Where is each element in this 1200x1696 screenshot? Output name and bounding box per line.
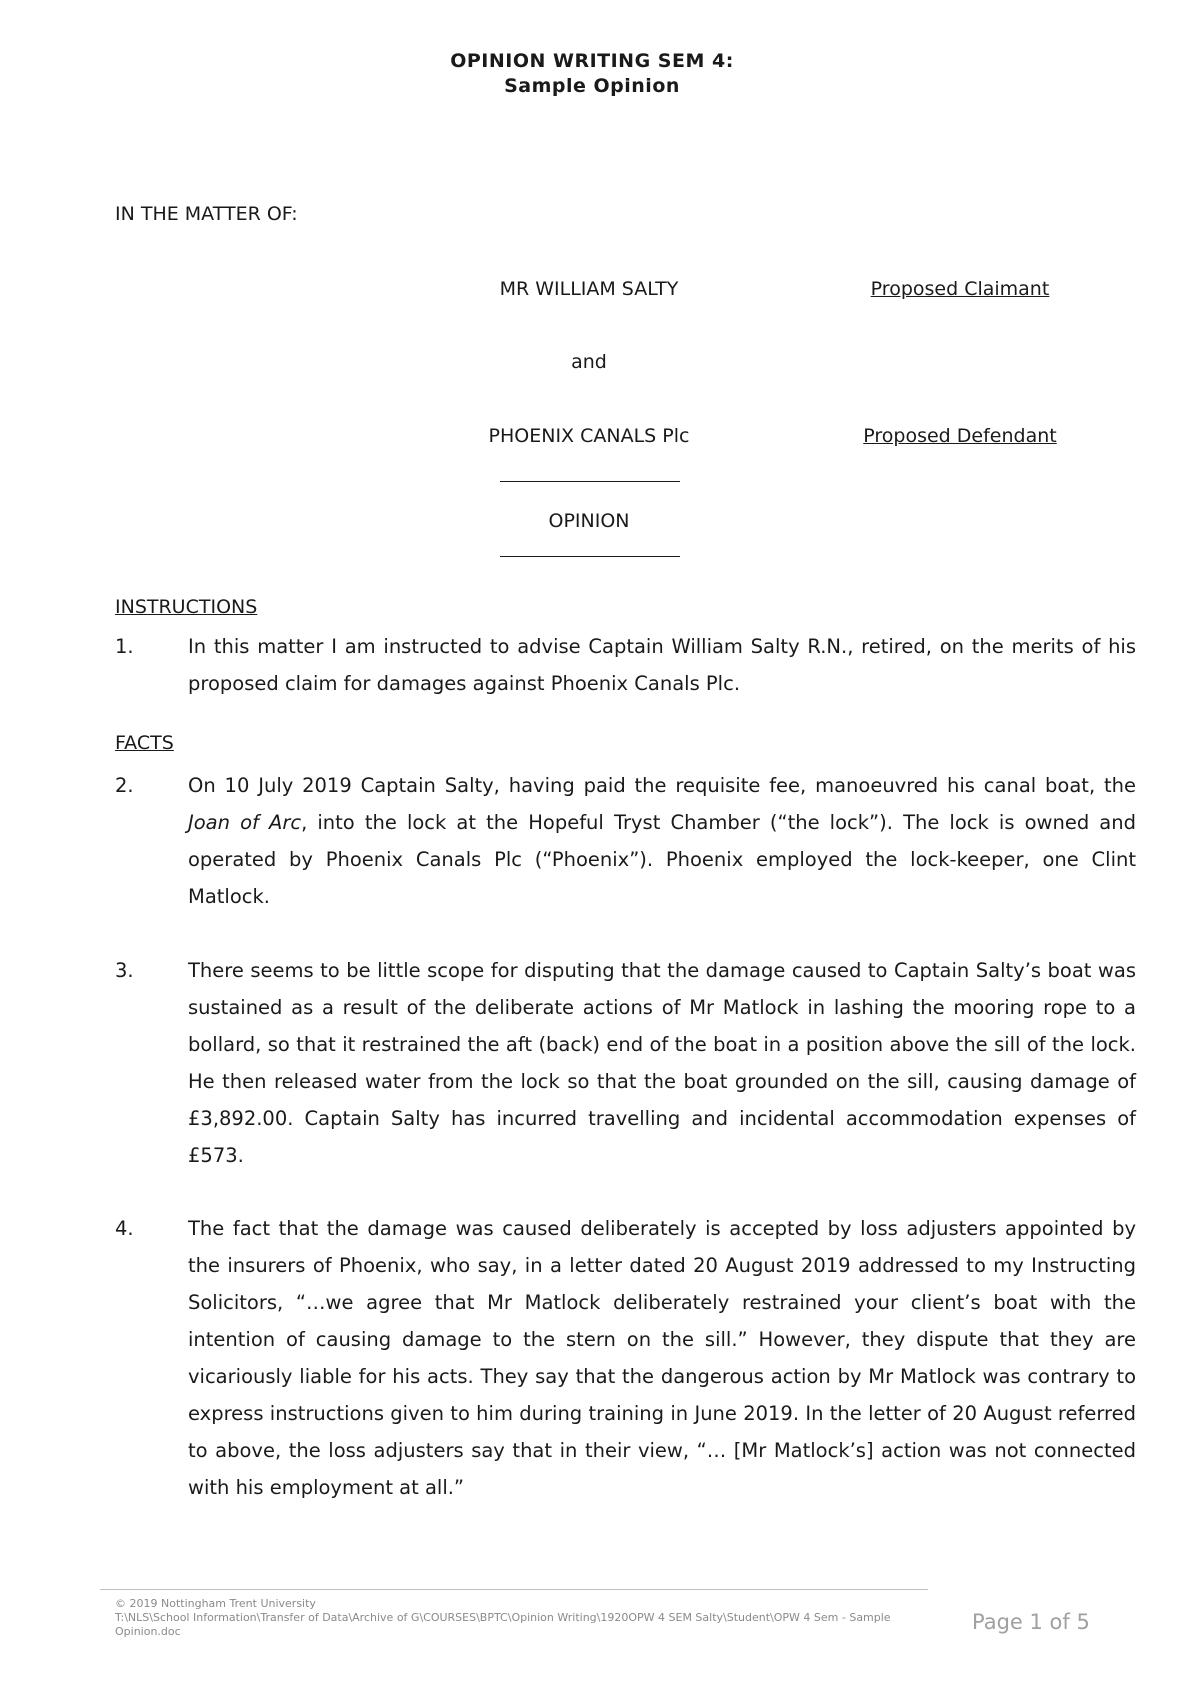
defendant-name: PHOENIX CANALS Plc (488, 425, 690, 447)
paragraph-number: 1. (115, 635, 134, 658)
paragraph-number: 3. (115, 959, 134, 982)
paragraph-text (188, 767, 1136, 915)
boat-name: Joan of Arc (188, 811, 302, 834)
footer-file-path: T:\NLS\School Information\Transfer of Data\Archive of G\COURSES\BPTC\Opinion Writing\1920OPW 4 SEM Salty\Student\OPW 4 Sem - Sample Opinion.doc (115, 1611, 891, 1638)
matter-label: IN THE MATTER OF: (115, 203, 298, 225)
paragraph-text: The fact that the damage was caused deliberately is accepted by loss adjusters appointed by the insurers of Phoenix, who say, in a letter dated 20 August 2019 addressed to my Instructing Solicitors, “…we agree that Mr Matlock deliberately restrained your client’s boat with the intention of causing damage to the stern on the sill.” However, they dispute that they are vicariously liable for his acts. They say that the dangerous action by Mr Matlock was contrary to express instructions given to him during training in June 2019. In the letter of 20 August referred to above, the loss adjusters say that in their view, “… [Mr Matlock’s] action was not connected with his employment at all.” (188, 1217, 1136, 1499)
footer-divider (100, 1589, 928, 1590)
paragraph-text-part: , into the lock at the Hopeful Tryst Chamber (“the lock”). The lock is owned and operated by Phoenix Canals Plc (“Phoenix”). Phoenix employed the lock-keeper, one Clint Matlock. (188, 811, 1136, 908)
paragraph-text-part: On 10 July 2019 Captain Salty, having paid the requisite fee, manoeuvred his canal boat, the (188, 774, 1136, 797)
page-number: Page 1 of 5 (972, 1610, 1090, 1634)
document-title-line-1: OPINION WRITING SEM 4: (450, 50, 734, 72)
footer-copyright: © 2019 Nottingham Trent University (115, 1597, 316, 1610)
opinion-rule-top (500, 481, 680, 482)
claimant-role: Proposed Claimant (870, 278, 1050, 300)
instructions-heading: INSTRUCTIONS (115, 596, 258, 618)
paragraph-number: 4. (115, 1217, 134, 1240)
footer-info (115, 1597, 915, 1639)
paragraph-text: There seems to be little scope for disputing that the damage caused to Captain Salty’s boat was sustained as a result of the deliberate actions of Mr Matlock in lashing the mooring rope to a bollard, so that it restrained the aft (back) end of the boat in a position above the sill of the lock. He then released water from the lock so that the boat grounded on the sill, causing damage of £3,892.00. Captain Salty has incurred travelling and incidental accommodation expenses of £573. (188, 959, 1136, 1167)
facts-heading: FACTS (115, 732, 174, 754)
claimant-name: MR WILLIAM SALTY (499, 278, 679, 300)
document-title-line-2: Sample Opinion (504, 75, 680, 97)
paragraph-number: 2. (115, 774, 134, 797)
opinion-heading: OPINION (548, 510, 630, 532)
parties-conjunction: and (571, 351, 607, 373)
defendant-role: Proposed Defendant (863, 425, 1057, 447)
paragraph-text: In this matter I am instructed to advise Captain William Salty R.N., retired, on the merits of his proposed claim for damages against Phoenix Canals Plc. (188, 635, 1136, 695)
opinion-rule-bottom (500, 556, 680, 557)
